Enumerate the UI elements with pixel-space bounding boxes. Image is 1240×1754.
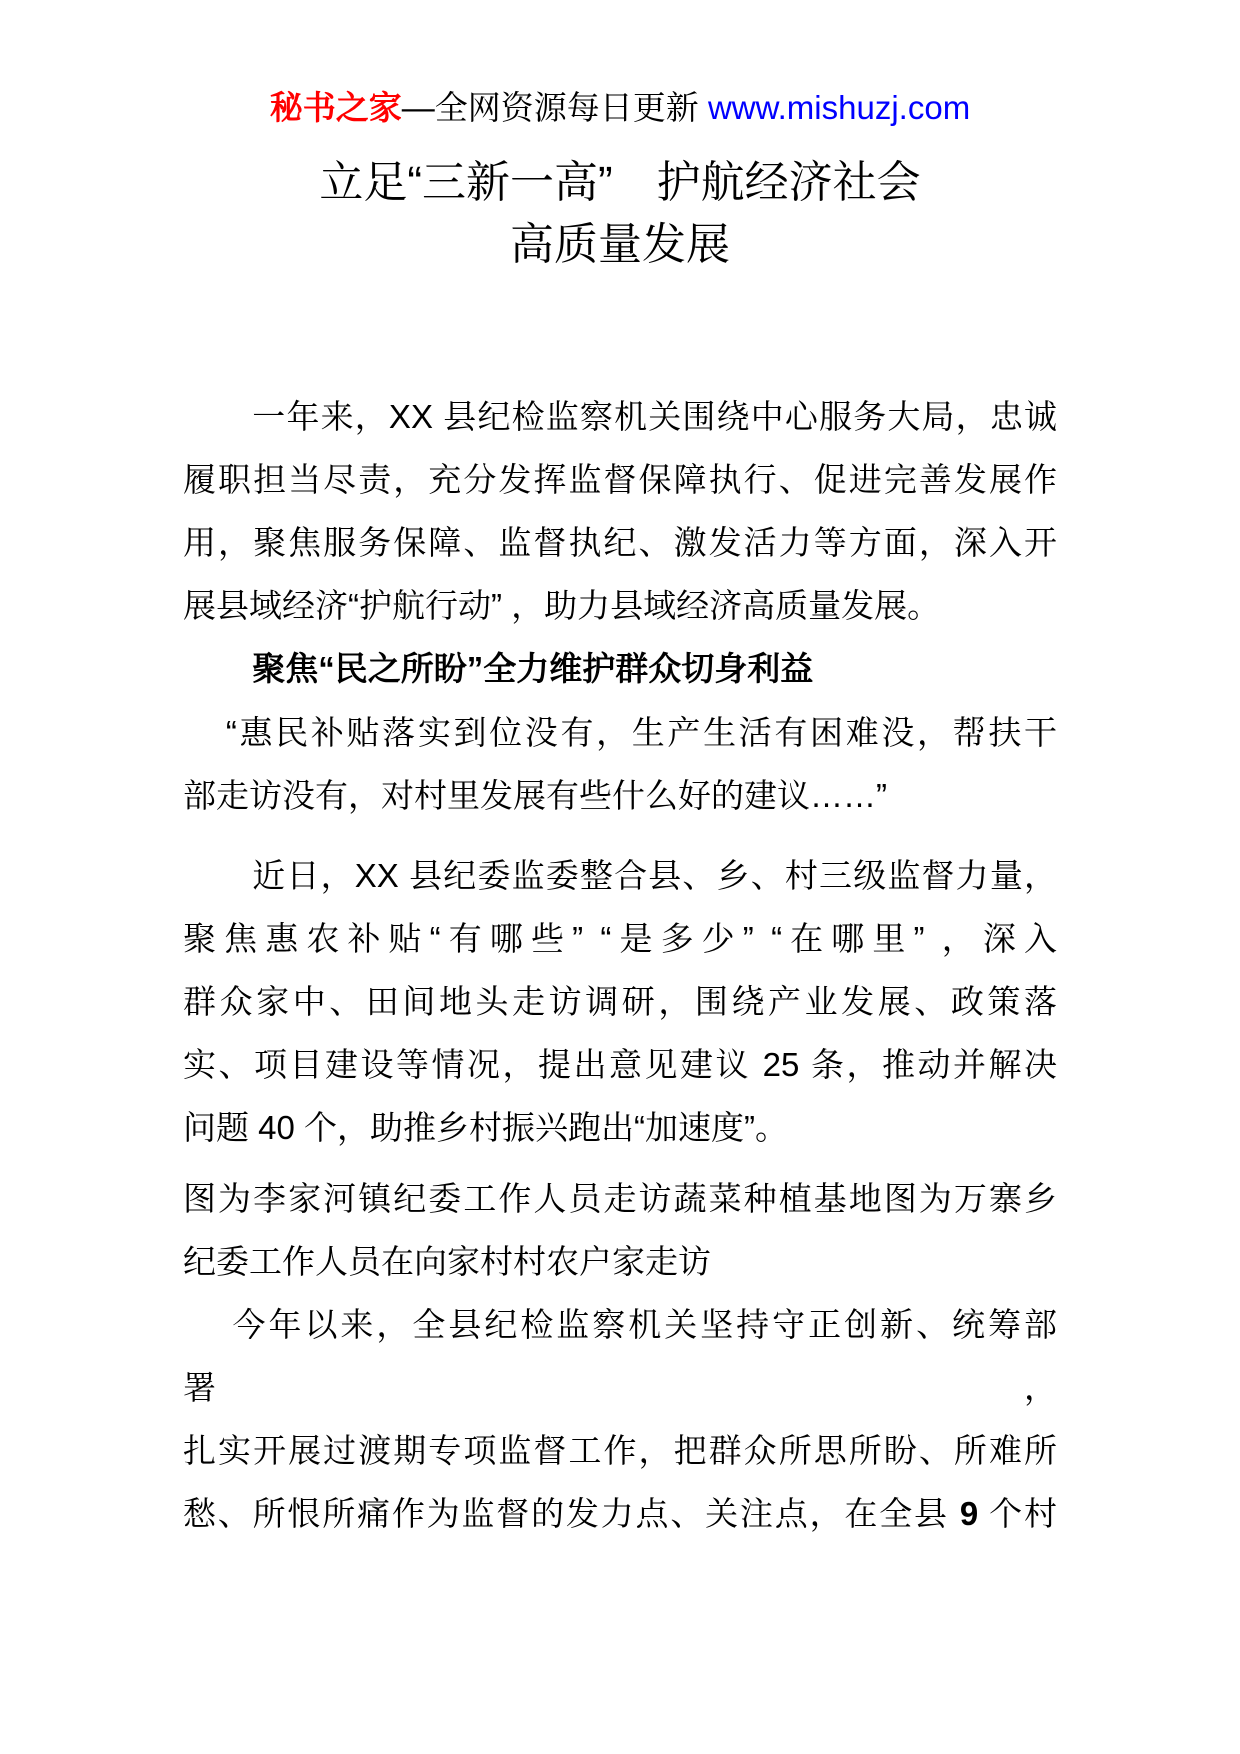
document-title bbox=[183, 152, 1057, 276]
paragraph-photo-caption bbox=[183, 1167, 1057, 1293]
site-tagline: —全网资源每日更新 bbox=[401, 89, 708, 126]
site-brand: 秘书之家 bbox=[269, 89, 402, 126]
paragraph-this-year bbox=[183, 1293, 1057, 1545]
text-line: 扎实开展过渡期专项监督工作，把群众所思所盼、所难所 bbox=[183, 1432, 1057, 1469]
section-heading: 聚焦“民之所盼”全力维护群众切身利益 bbox=[252, 650, 814, 687]
highlighted-number: 9 bbox=[959, 1495, 979, 1532]
page-header bbox=[183, 88, 1057, 128]
text-segment: 个村 bbox=[978, 1495, 1057, 1532]
text-line: 问题 40 个，助推乡村振兴跑出“加速度”。 bbox=[183, 1109, 789, 1146]
text-line: 纪委工作人员在向家村村农户家走访 bbox=[183, 1243, 711, 1280]
site-url-link[interactable]: www.mishuzj.com bbox=[707, 89, 971, 126]
title-line-2: 高质量发展 bbox=[510, 220, 730, 269]
text-line: 用，聚焦服务保障、监督执纪、激发活力等方面，深入开 bbox=[183, 524, 1057, 561]
text-line: 图为李家河镇纪委工作人员走访蔬菜种植基地图为万寨乡 bbox=[183, 1180, 1057, 1217]
text-line: 展县域经济“护航行动” ，助力县域经济高质量发展。 bbox=[183, 587, 941, 624]
text-line: 履职担当尽责，充分发挥监督保障执行、促进完善发展作 bbox=[183, 461, 1057, 498]
text-line bbox=[183, 1482, 1057, 1545]
text-segment: 愁、所恨所痛作为监督的发力点、关注点，在全县 bbox=[183, 1495, 960, 1532]
paragraph-intro bbox=[183, 385, 1057, 637]
title-line-1: 立足“三新一高” 护航经济社会 bbox=[319, 158, 921, 207]
text-line: 一年来，XX 县纪检监察机关围绕中心服务大局，忠诚 bbox=[252, 398, 1057, 435]
text-line: 部走访没有，对村里发展有些什么好的建议……” bbox=[183, 777, 887, 814]
text-line: 近日，XX 县纪委监委整合县、乡、村三级监督力量， bbox=[252, 857, 1057, 894]
paragraph-quote bbox=[183, 701, 1057, 827]
text-line: 今年以来，全县纪检监察机关坚持守正创新、统筹部署， bbox=[183, 1306, 1057, 1406]
text-line: 实、项目建设等情况，提出意见建议 25 条，推动并解决 bbox=[183, 1046, 1057, 1083]
paragraph-survey bbox=[183, 844, 1057, 1159]
text-line: 聚焦惠农补贴“有哪些” “是多少” “在哪里” ，深入 bbox=[183, 920, 1057, 957]
text-line: “惠民补贴落实到位没有，生产生活有困难没，帮扶干 bbox=[225, 714, 1057, 751]
text-line: 群众家中、田间地头走访调研，围绕产业发展、政策落 bbox=[183, 983, 1057, 1020]
